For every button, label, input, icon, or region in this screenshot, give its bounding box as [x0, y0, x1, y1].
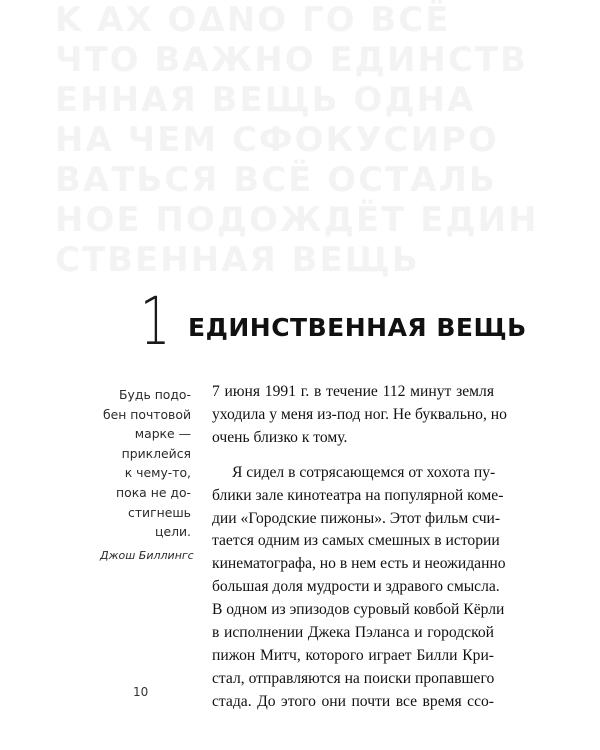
background-watermark-text	[55, 0, 600, 300]
page-number: 10	[133, 685, 149, 699]
text-line: пижон Митч, которого играет Билли Кри-	[212, 646, 494, 664]
text-line: очень близко к тому.	[212, 428, 348, 446]
text-line: 7 июня 1991 г. в течение 112 минут земля	[212, 383, 494, 400]
epigraph-line: стигнешь	[128, 504, 191, 520]
text-line: в исполнении Джека Пэланса и городской	[212, 624, 494, 642]
text-line: Я сидел в сотрясающемся от хохота пу-	[232, 463, 496, 481]
epigraph-line: марке —	[134, 426, 191, 442]
epigraph-author: Джош Биллингс	[100, 548, 194, 562]
epigraph-line: пока не до-	[116, 484, 191, 500]
chapter-heading	[130, 282, 530, 362]
text-line: стада. До этого они почти все время ссо-	[212, 692, 494, 710]
paragraph-1	[212, 381, 507, 450]
text-line: тается одним из самых смешных в истории	[212, 532, 500, 550]
watermark-line	[55, 240, 600, 280]
epigraph	[100, 385, 194, 565]
epigraph-line: Будь подо-	[119, 387, 191, 402]
watermark-line	[55, 0, 600, 40]
text-line: стал, отправляются на поиски пропавшего	[212, 669, 495, 687]
text-line: В одном из эпизодов суровый ковбой Кёрли	[212, 601, 505, 619]
text-line: большая доля мудрости и здравого смысла.	[212, 578, 500, 596]
watermark-line	[55, 40, 600, 80]
epigraph-line: к чему-то,	[124, 465, 191, 481]
text-line: дии «Городские пижоны». Этот фильм счи-	[212, 509, 501, 527]
text-line: уходила у меня из-под ног. Не буквально, но	[212, 405, 507, 423]
watermark-line	[55, 160, 600, 200]
epigraph-line: бен почтовой	[102, 406, 191, 422]
watermark-line	[55, 80, 600, 120]
text-line: блики зале кинотеатра на популярной коме-	[212, 486, 504, 504]
watermark-line	[55, 200, 600, 240]
epigraph-line: приклейся	[121, 445, 191, 461]
epigraph-line: цели.	[155, 524, 191, 540]
chapter-title: ЕДИНСТВЕННАЯ ВЕЩЬ	[188, 313, 527, 342]
paragraph-gap	[212, 450, 494, 462]
chapter-body-text	[212, 381, 507, 714]
chapter-number: 1	[140, 283, 171, 360]
watermark-line	[55, 120, 600, 160]
paragraph-2	[212, 462, 506, 714]
text-line: кинематографа, но в нем есть и неожиданно	[212, 555, 506, 573]
